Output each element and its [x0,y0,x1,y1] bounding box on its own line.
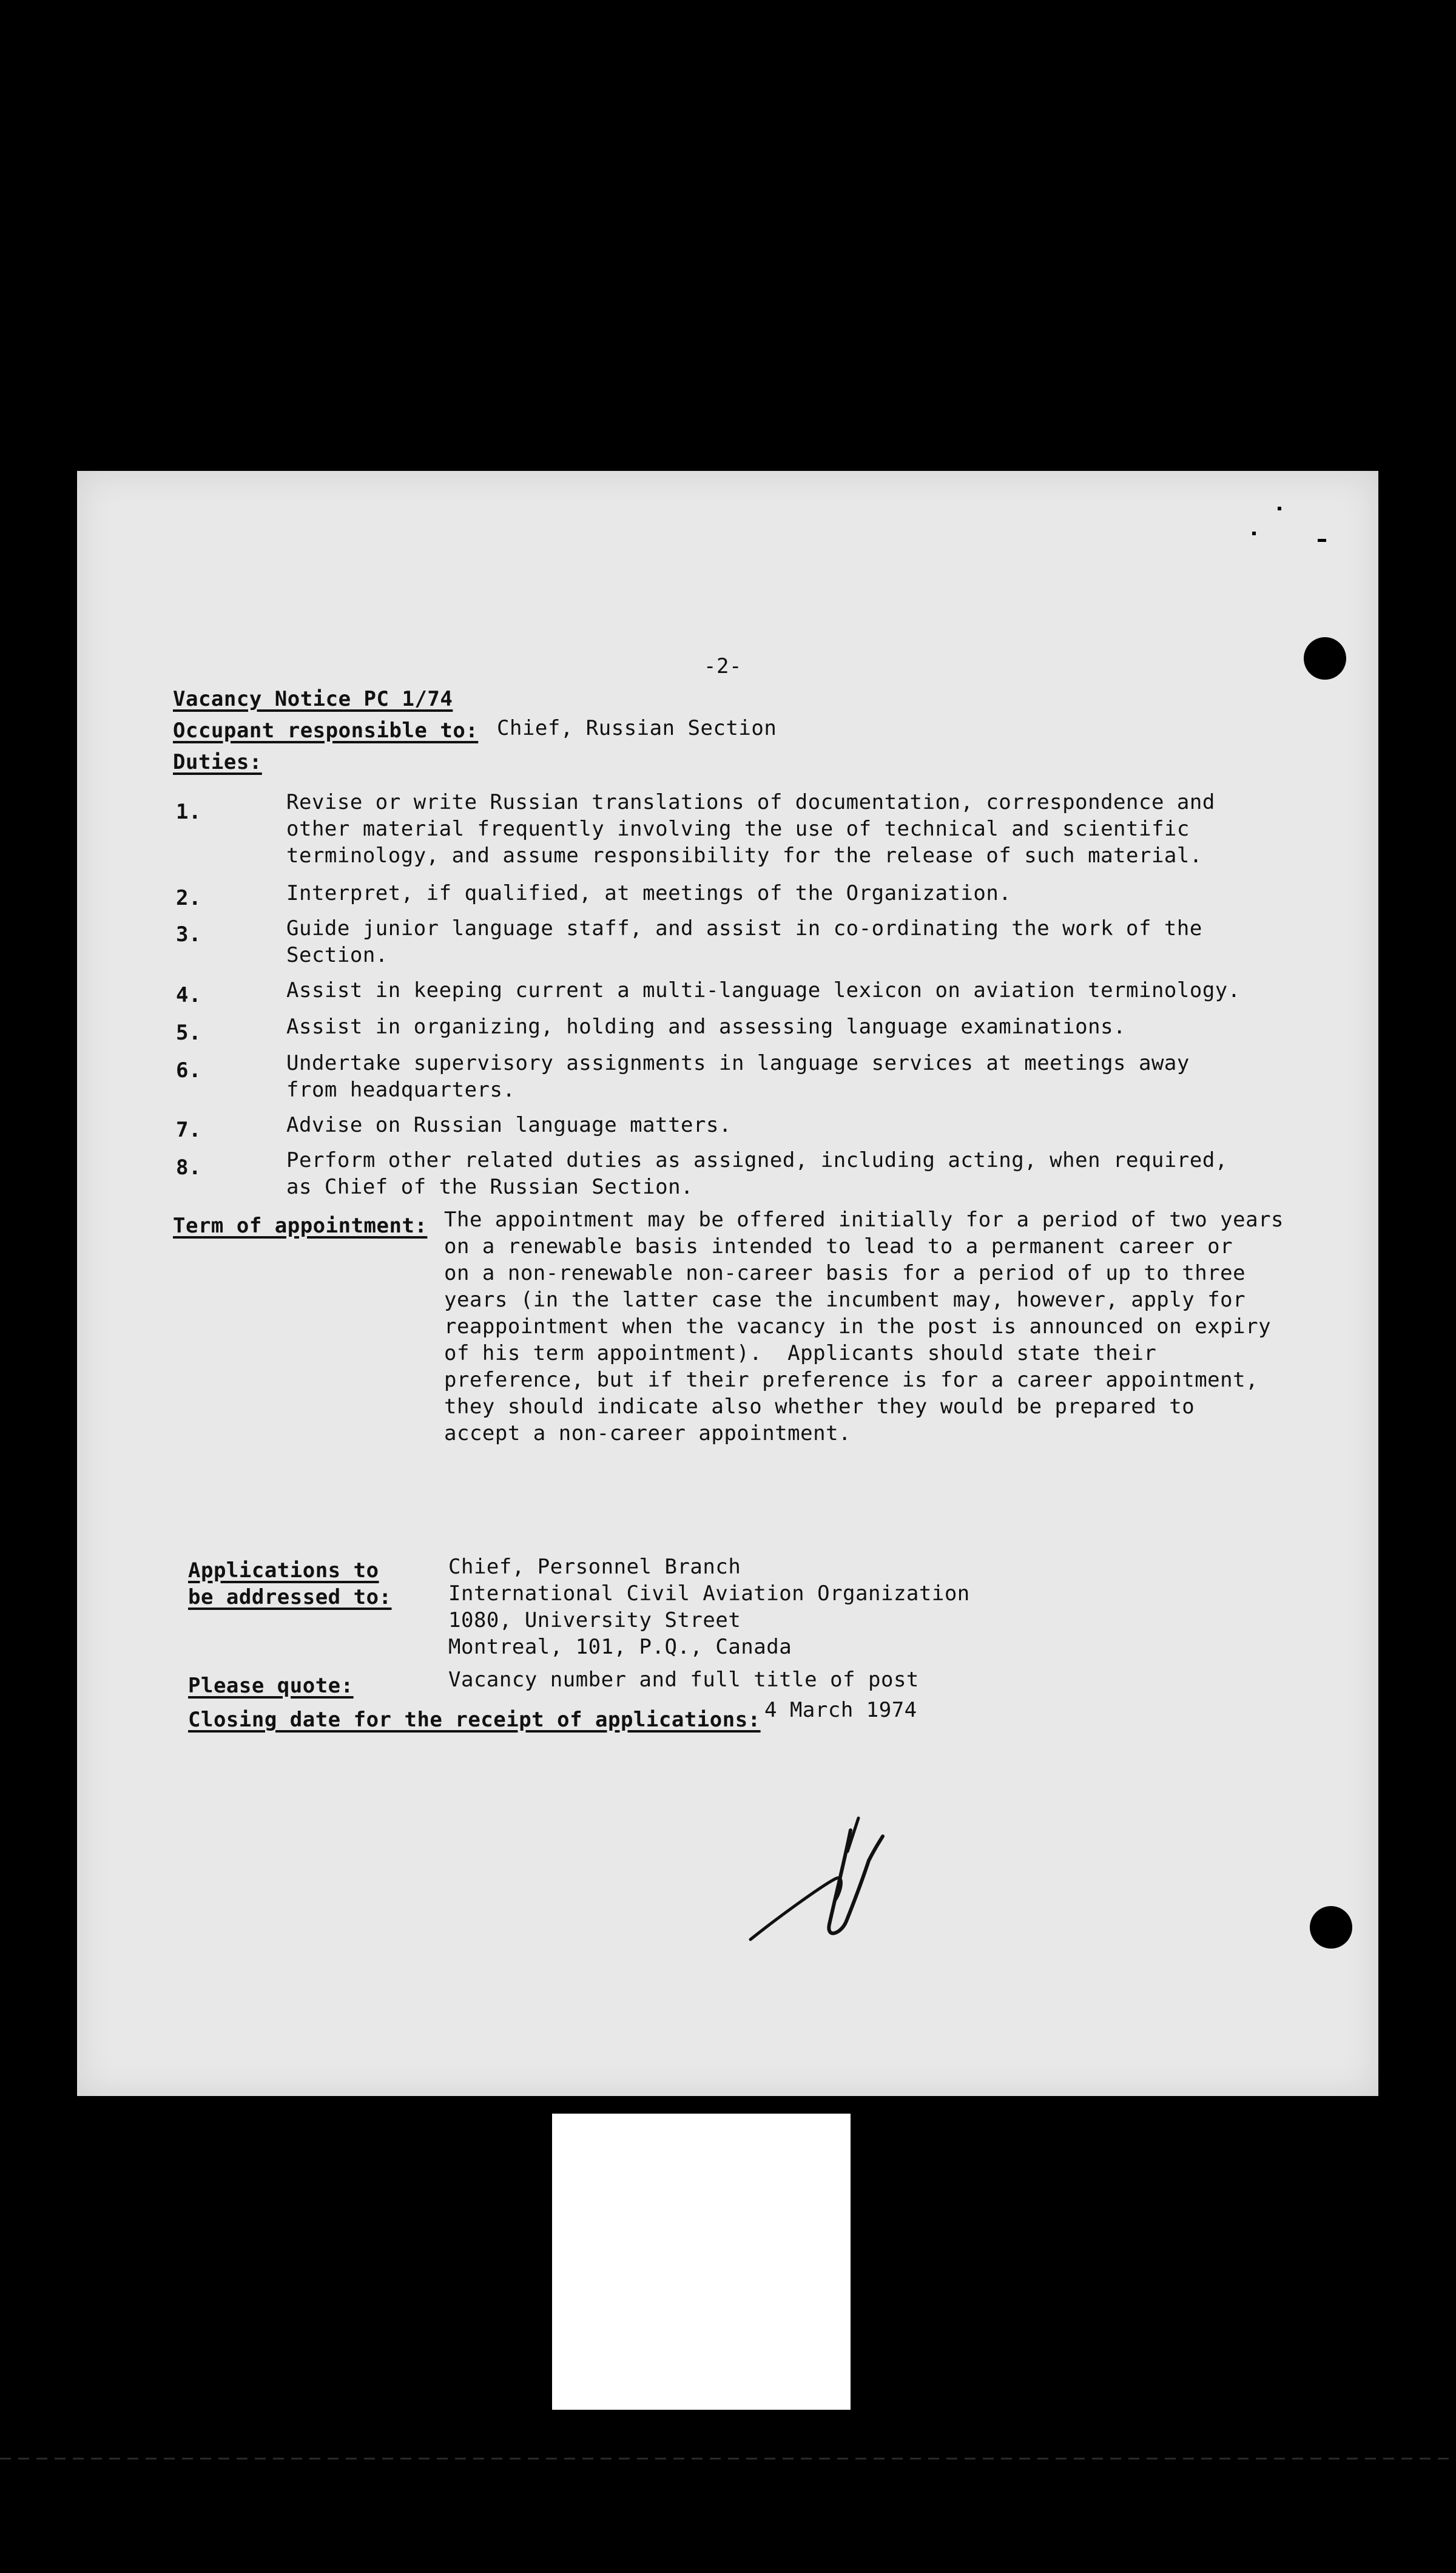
duty-number: 2. [176,886,201,910]
punch-hole-top [1304,637,1346,680]
duty-number: 5. [176,1021,201,1045]
term-text: on a non-renewable non-career basis for a period of up to three [444,1261,1246,1285]
duty-number: 1. [176,800,201,824]
quote-label: Please quote: [188,1674,354,1698]
term-text: accept a non-career appointment. [444,1421,852,1445]
applications-label: be addressed to: [188,1585,392,1609]
address-line: 1080, University Street [448,1608,741,1632]
duty-text: Assist in organizing, holding and assessing language examinations. [286,1015,1127,1039]
duty-text: Assist in keeping current a multi-language lexicon on aviation terminology. [286,978,1241,1002]
duty-number: 4. [176,983,201,1007]
duty-text: as Chief of the Russian Section. [286,1175,694,1199]
responsible-label: Occupant responsible to: [173,718,479,743]
duty-text: Section. [286,943,388,967]
blank-slip [552,2114,851,2410]
film-edge-mark [0,2458,1456,2460]
speck [1252,532,1256,535]
duty-text: Revise or write Russian translations of documentation, correspondence and [286,790,1215,814]
term-text: reappointment when the vacancy in the post is announced on expiry [444,1314,1272,1339]
closing-label: Closing date for the receipt of applications: [188,1708,761,1732]
duty-text: Guide junior language staff, and assist in co-ordinating the work of the [286,916,1202,941]
punch-hole-bottom [1310,1906,1352,1949]
term-text: of his term appointment). Applicants should state their [444,1341,1157,1365]
document-page [77,471,1378,2096]
handwritten-signature [738,1794,908,1952]
duty-text: terminology, and assume responsibility for the release of such material. [286,844,1202,868]
address-line: Chief, Personnel Branch [448,1555,741,1579]
applications-label: Applications to [188,1558,379,1583]
closing-value: 4 March 1974 [764,1698,917,1722]
duty-text: other material frequently involving the use of technical and scientific [286,817,1190,841]
term-text: on a renewable basis intended to lead to a permanent career or [444,1234,1233,1259]
duty-text: Interpret, if qualified, at meetings of the Organization. [286,881,1012,905]
duty-number: 7. [176,1118,201,1142]
duty-text: Advise on Russian language matters. [286,1113,732,1137]
duty-number: 6. [176,1058,201,1083]
speck [1318,539,1326,542]
term-label: Term of appointment: [173,1214,428,1238]
speck [1278,507,1281,510]
responsible-value: Chief, Russian Section [497,716,777,740]
term-text: The appointment may be offered initially for a period of two years [444,1208,1284,1232]
term-text: they should indicate also whether they would be prepared to [444,1395,1195,1419]
duty-number: 3. [176,922,201,947]
vacancy-title: Vacancy Notice PC 1/74 [173,687,453,711]
duties-heading: Duties: [173,750,262,774]
term-text: years (in the latter case the incumbent may, however, apply for [444,1288,1246,1312]
duty-number: 8. [176,1155,201,1180]
quote-value: Vacancy number and full title of post [448,1668,919,1692]
duty-text: Undertake supervisory assignments in language services at meetings away [286,1051,1190,1075]
duty-text: from headquarters. [286,1078,516,1102]
address-line: International Civil Aviation Organization [448,1581,970,1606]
duty-text: Perform other related duties as assigned, including acting, when required, [286,1148,1228,1172]
address-line: Montreal, 101, P.Q., Canada [448,1635,792,1659]
page-number: -2- [704,654,742,678]
term-text: preference, but if their preference is for a career appointment, [444,1368,1259,1392]
